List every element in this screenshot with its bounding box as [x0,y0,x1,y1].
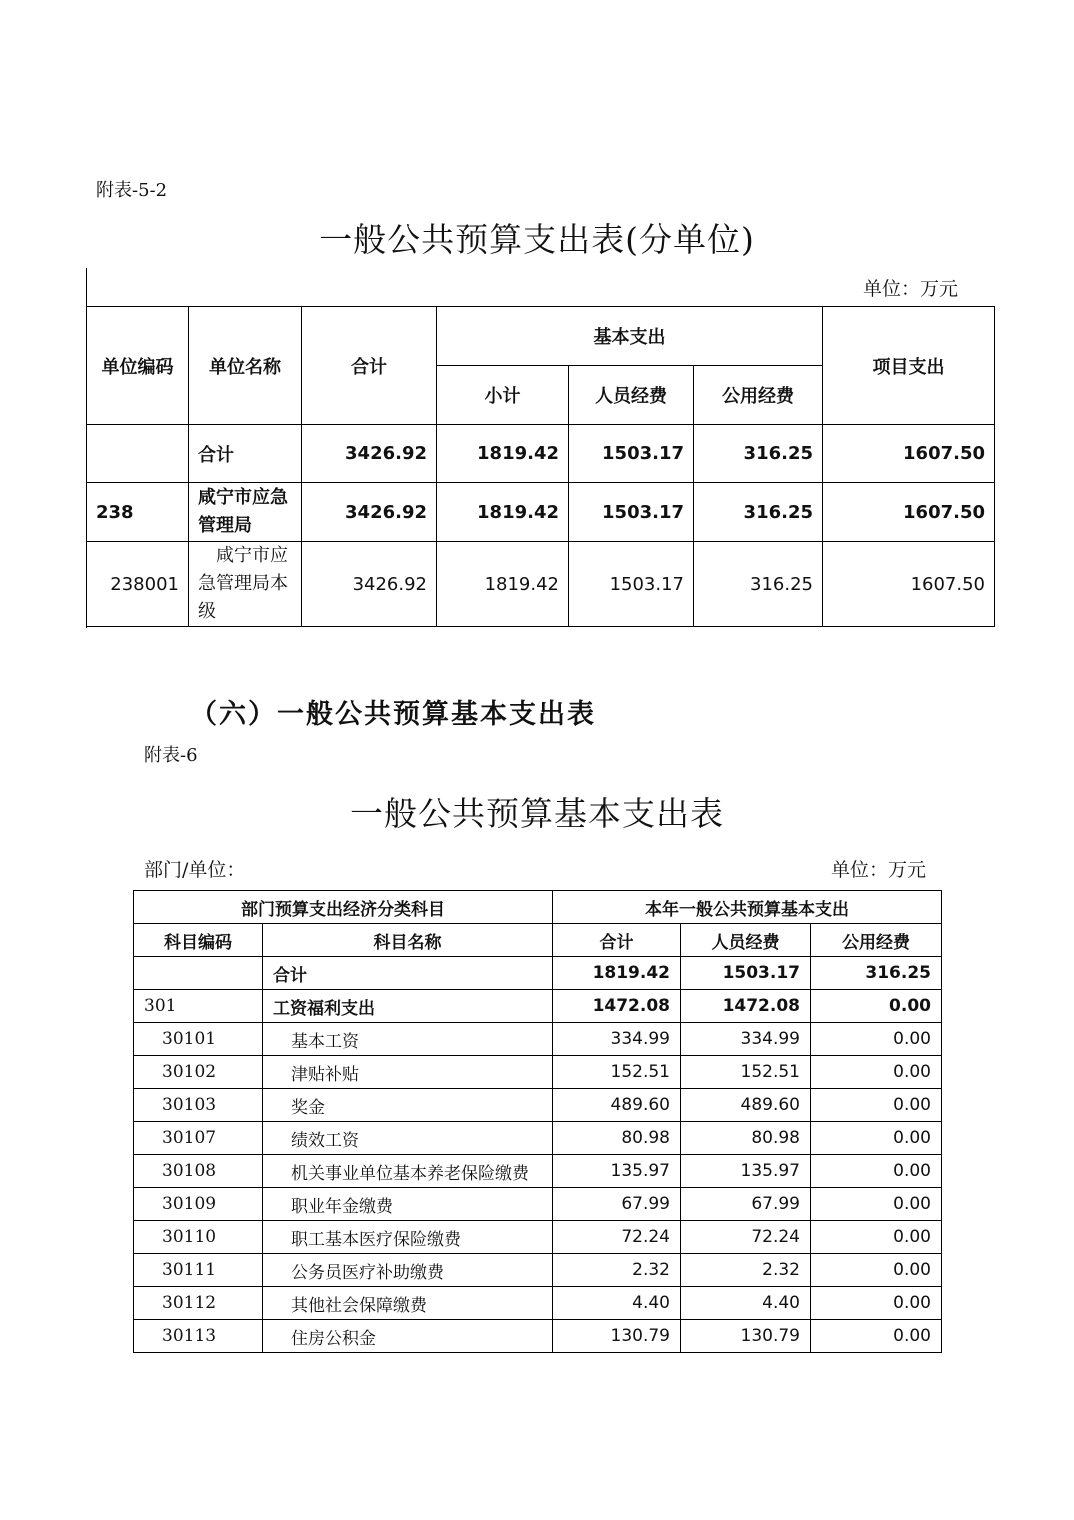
header-code: 科目编码 [134,924,263,957]
cell-public: 316.25 [694,483,823,542]
cell-personnel: 152.51 [681,1056,811,1089]
cell-personnel: 1503.17 [569,542,694,627]
cell-code: 30102 [134,1056,263,1089]
cell-name: 其他社会保障缴费 [263,1287,553,1320]
cell-personnel: 1503.17 [569,483,694,542]
cell-name: 职业年金缴费 [263,1188,553,1221]
cell-public: 0.00 [811,1188,942,1221]
cell-name: 工资福利支出 [263,990,553,1023]
cell-total: 67.99 [553,1188,681,1221]
cell-personnel: 72.24 [681,1221,811,1254]
cell-personnel: 1472.08 [681,990,811,1023]
cell-code: 238001 [87,542,189,627]
table-row [134,1155,942,1188]
cell-total: 72.24 [553,1221,681,1254]
table-row [134,1254,942,1287]
cell-public: 0.00 [811,1155,942,1188]
cell-code: 30111 [134,1254,263,1287]
dept-label: 部门/单位： [144,859,246,881]
cell-project: 1607.50 [823,425,995,483]
table1-unit-label: 单位：万元 [862,278,958,300]
cell-name: 职工基本医疗保险缴费 [263,1221,553,1254]
cell-total: 334.99 [553,1023,681,1056]
cell-personnel: 1503.17 [681,957,811,990]
cell-code: 30101 [134,1023,263,1056]
cell-total: 135.97 [553,1155,681,1188]
cell-code: 30109 [134,1188,263,1221]
cell-code [134,957,263,990]
cell-personnel: 2.32 [681,1254,811,1287]
table-row [134,1188,942,1221]
cell-code: 30112 [134,1287,263,1320]
table2-title: 一般公共预算基本支出表 [350,794,724,833]
header-subtotal: 小计 [437,366,569,425]
cell-code [87,425,189,483]
cell-code: 30113 [134,1320,263,1353]
cell-public: 0.00 [811,1023,942,1056]
header-unit-name: 单位名称 [189,307,302,425]
header-total: 合计 [553,924,681,957]
header-name: 科目名称 [263,924,553,957]
table-row [134,1122,942,1155]
table1 [86,306,995,627]
table-row [134,1320,942,1353]
cell-code: 238 [87,483,189,542]
table-row [134,990,942,1023]
cell-total: 80.98 [553,1122,681,1155]
attachment-label-6: 附表-6 [144,745,198,766]
cell-name: 合计 [263,957,553,990]
cell-public: 0.00 [811,1056,942,1089]
cell-personnel: 135.97 [681,1155,811,1188]
cell-public: 0.00 [811,1089,942,1122]
cell-personnel: 130.79 [681,1320,811,1353]
cell-personnel: 334.99 [681,1023,811,1056]
table-row [134,1287,942,1320]
cell-personnel: 4.40 [681,1287,811,1320]
attachment-label-5-2: 附表-5-2 [96,180,168,201]
cell-total: 1472.08 [553,990,681,1023]
header-group-right: 本年一般公共预算基本支出 [553,891,942,924]
header-public: 公用经费 [694,366,823,425]
header-public: 公用经费 [811,924,942,957]
table-row [134,957,942,990]
table1-title: 一般公共预算支出表(分单位) [319,220,755,259]
table2 [133,890,942,1353]
cell-name: 奖金 [263,1089,553,1122]
cell-total: 3426.92 [302,542,437,627]
cell-total: 2.32 [553,1254,681,1287]
header-personnel: 人员经费 [681,924,811,957]
cell-subtotal: 1819.42 [437,425,569,483]
cell-public: 0.00 [811,990,942,1023]
cell-public: 316.25 [694,542,823,627]
cell-name: 咸宁市应急管理局 [189,483,302,542]
cell-public: 316.25 [811,957,942,990]
cell-total: 4.40 [553,1287,681,1320]
cell-subtotal: 1819.42 [437,483,569,542]
cell-code: 30107 [134,1122,263,1155]
table-row [134,1089,942,1122]
cell-total: 3426.92 [302,425,437,483]
cell-name: 津贴补贴 [263,1056,553,1089]
cell-name: 咸宁市应急管理局本级 [189,542,302,627]
header-project: 项目支出 [823,307,995,425]
cell-public: 0.00 [811,1122,942,1155]
cell-total: 130.79 [553,1320,681,1353]
cell-public: 0.00 [811,1320,942,1353]
cell-subtotal: 1819.42 [437,542,569,627]
cell-total: 3426.92 [302,483,437,542]
table2-unit-label: 单位：万元 [830,859,926,881]
header-personnel: 人员经费 [569,366,694,425]
cell-personnel: 67.99 [681,1188,811,1221]
header-total: 合计 [302,307,437,425]
cell-name: 基本工资 [263,1023,553,1056]
table-row [87,483,995,542]
cell-project: 1607.50 [823,542,995,627]
cell-public: 0.00 [811,1221,942,1254]
cell-name: 绩效工资 [263,1122,553,1155]
table-row [134,1023,942,1056]
cell-total: 489.60 [553,1089,681,1122]
cell-code: 30110 [134,1221,263,1254]
cell-personnel: 1503.17 [569,425,694,483]
cell-personnel: 489.60 [681,1089,811,1122]
cell-name: 合计 [189,425,302,483]
cell-total: 152.51 [553,1056,681,1089]
cell-code: 30103 [134,1089,263,1122]
table-row [134,1221,942,1254]
cell-code: 30108 [134,1155,263,1188]
header-group-left: 部门预算支出经济分类科目 [134,891,553,924]
cell-public: 0.00 [811,1287,942,1320]
table-row [87,542,995,627]
cell-personnel: 80.98 [681,1122,811,1155]
section-heading: （六）一般公共预算基本支出表 [190,699,596,730]
table-row [87,425,995,483]
table-row [134,1056,942,1089]
cell-public: 316.25 [694,425,823,483]
cell-project: 1607.50 [823,483,995,542]
cell-public: 0.00 [811,1254,942,1287]
cell-code: 301 [134,990,263,1023]
cell-name: 公务员医疗补助缴费 [263,1254,553,1287]
cell-total: 1819.42 [553,957,681,990]
header-unit-code: 单位编码 [87,307,189,425]
cell-name: 机关事业单位基本养老保险缴费 [263,1155,553,1188]
header-basic: 基本支出 [437,307,823,366]
cell-name: 住房公积金 [263,1320,553,1353]
